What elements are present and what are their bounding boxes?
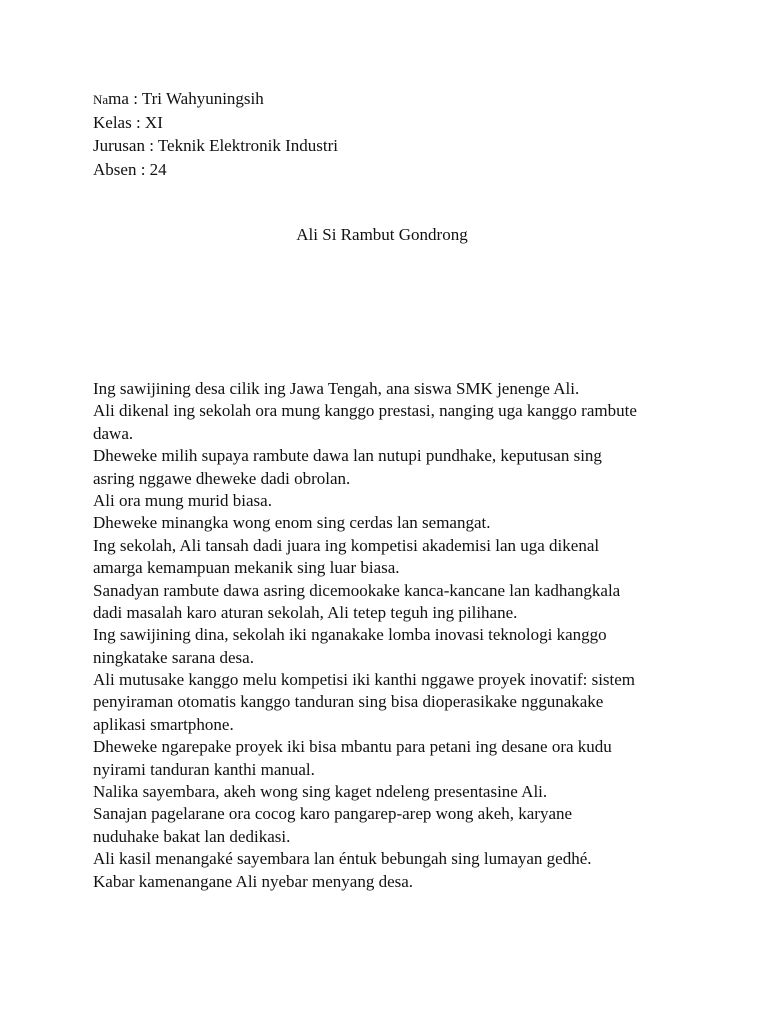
story-line: amarga kemampuan mekanik sing luar biasa. (93, 558, 400, 578)
story-line: Ali kasil menangaké sayembara lan éntuk bebungah sing lumayan gedhé. (93, 849, 592, 869)
story-line: asring nggawe dheweke dadi obrolan. (93, 468, 351, 488)
student-class: Kelas : XI (93, 112, 163, 132)
story-line: Dheweke milih supaya rambute dawa lan nutupi pundhake, keputusan sing (93, 446, 602, 466)
student-number: Absen : 24 (93, 159, 167, 179)
story-line: dawa. (93, 423, 134, 443)
story-line: Ing sawijining desa cilik ing Jawa Tengah, ana siswa SMK jenenge Ali. (93, 379, 580, 398)
student-info (93, 87, 693, 181)
story-line: Ing sawijining dina, sekolah iki nganakake lomba inovasi teknologi kanggo (93, 625, 607, 645)
story-line: Sanajan pagelarane ora cocog karo pangarep-arep wong akeh, karyane (93, 804, 573, 824)
story-line: ningkatake sarana desa. (93, 647, 254, 667)
story-line: Ali ora mung murid biasa. (93, 490, 272, 510)
story-line: Nalika sayembara, akeh wong sing kaget ndeleng presentasine Ali. (93, 782, 548, 802)
story-line: aplikasi smartphone. (93, 714, 234, 734)
story-line: Dheweke minangka wong enom sing cerdas lan semangat. (93, 513, 491, 533)
story-title-text: Ali Si Rambut Gondrong (296, 225, 468, 244)
student-major: Jurusan : Teknik Elektronik Industri (93, 136, 338, 155)
student-name-rest: ma : Tri Wahyuningsih (108, 89, 264, 108)
story-line: dadi masalah karo aturan sekolah, Ali tetep teguh ing pilihane. (93, 602, 518, 622)
story-line: Ali dikenal ing sekolah ora mung kanggo prestasi, nanging uga kanggo rambute (93, 401, 637, 421)
story-line: Ali mutusake kanggo melu kompetisi iki kanthi nggawe proyek inovatif: sistem (93, 670, 636, 690)
story-line: nyirami tanduran kanthi manual. (93, 759, 315, 779)
story-title (0, 223, 768, 246)
story-line: Sanadyan rambute dawa asring dicemookake kanca-kancane lan kadhangkala (93, 580, 621, 600)
story-line: Dheweke ngarepake proyek iki bisa mbantu para petani ing desane ora kudu (93, 737, 612, 757)
story-line: Kabar kamenangane Ali nyebar menyang desa. (93, 871, 414, 891)
student-name (93, 87, 693, 111)
story-line: nuduhake bakat lan dedikasi. (93, 826, 291, 846)
student-name-prefix: Na (93, 92, 109, 107)
story-line: penyiraman otomatis kanggo tanduran sing bisa dioperasikake nggunakake (93, 692, 604, 712)
story-body (93, 378, 683, 893)
story-line: Ing sekolah, Ali tansah dadi juara ing kompetisi akademisi lan uga dikenal (93, 535, 600, 555)
